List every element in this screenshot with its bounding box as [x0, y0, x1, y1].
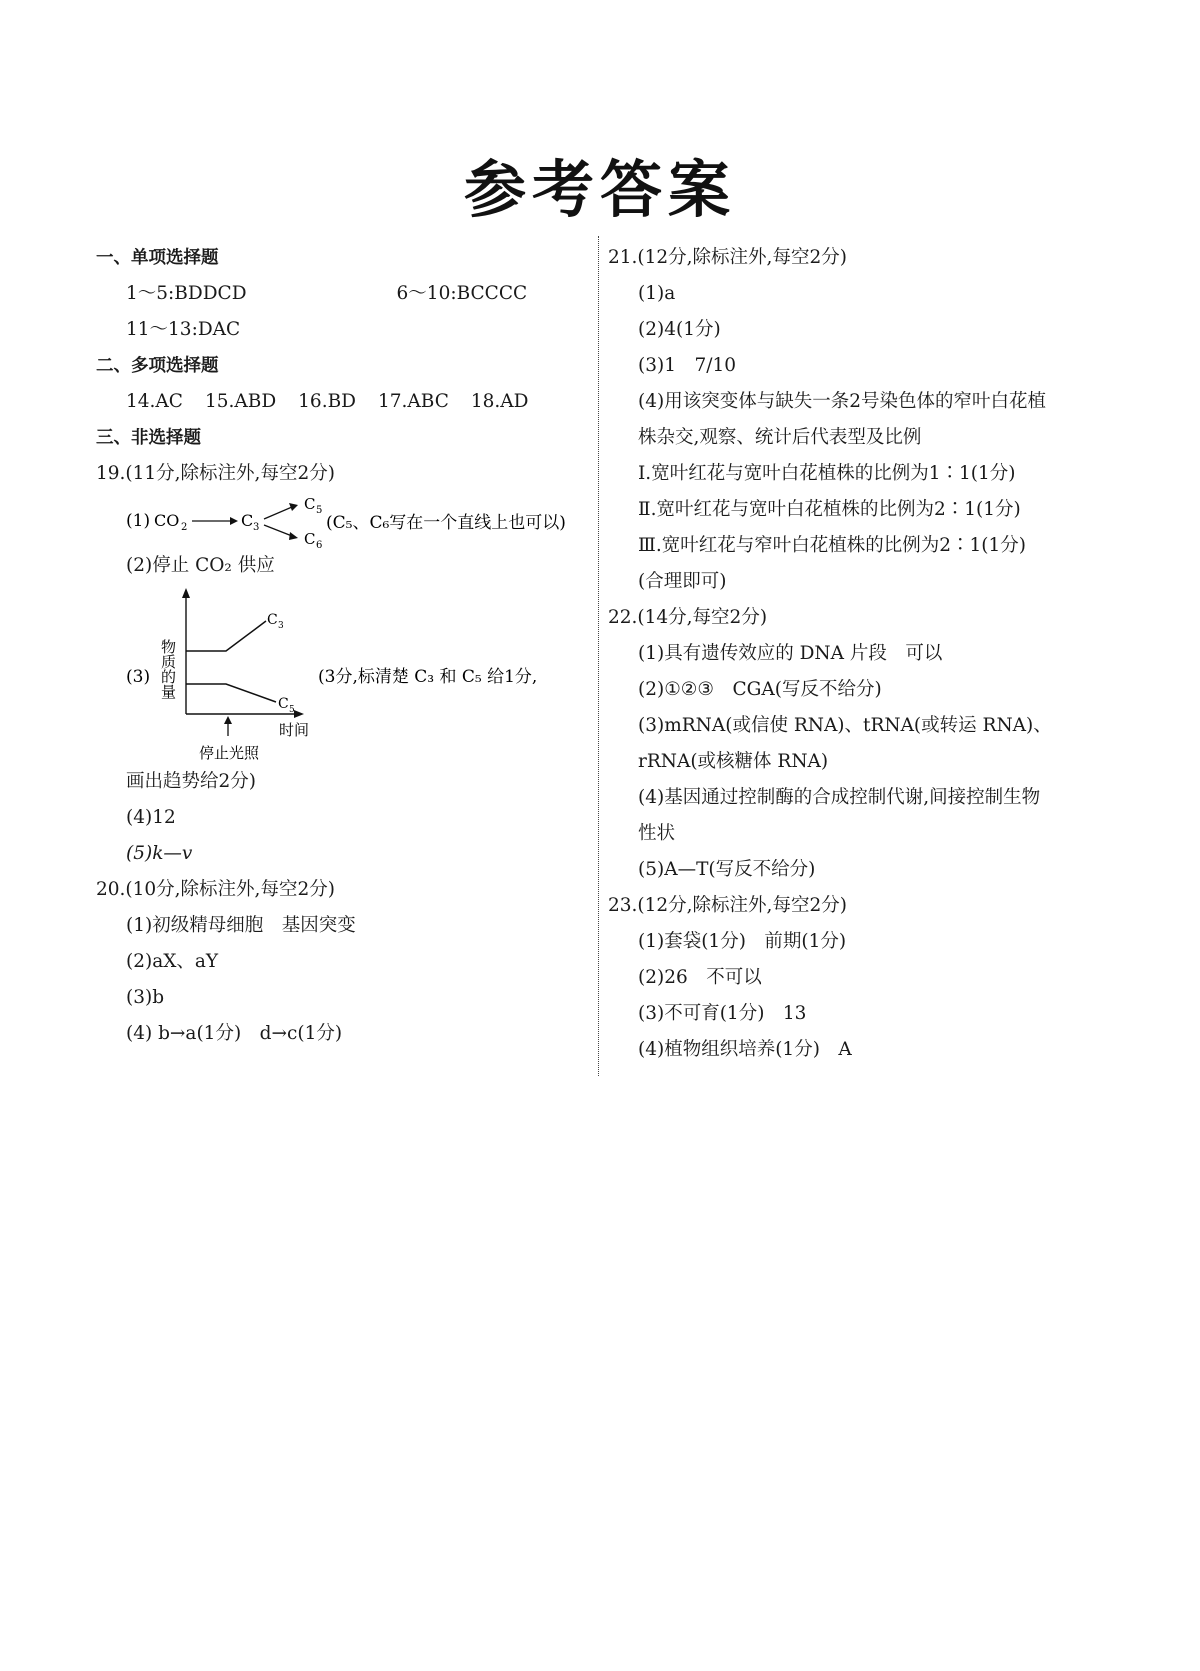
q22-part3-line1: (3)mRNA(或信使 RNA)、tRNA(或转运 RNA)、 [638, 715, 1052, 736]
q22-heading: 22.(14分,每空2分) [608, 607, 768, 628]
q23-part1: (1)套袋(1分) 前期(1分) [638, 931, 847, 952]
stop-light-label: 停止光照 [199, 744, 260, 762]
y-axis-label: 物质的量 [159, 639, 177, 699]
q19-part4: (4)12 [126, 807, 176, 828]
answer-14: 14.AC [126, 391, 183, 412]
q19-part2: (2)停止 CO₂ 供应 [126, 555, 275, 576]
q21-part4-line1: (4)用该突变体与缺失一条2号染色体的窄叶白花植 [638, 391, 1046, 412]
section-title-single-choice: 一、单项选择题 [96, 248, 219, 268]
q23-part3: (3)不可育(1分) 13 [638, 1003, 807, 1024]
q19-3-note-continued: 画出趋势给2分) [126, 771, 256, 792]
answer-18: 18.AD [470, 391, 529, 412]
q22-part5: (5)A—T(写反不给分) [638, 859, 816, 880]
c3-curve [186, 621, 266, 651]
section-title-multi-choice: 二、多项选择题 [96, 356, 219, 376]
svg-text:3: 3 [278, 621, 284, 631]
answer-15: 15.ABD [204, 391, 277, 412]
q21-reasonable-note: (合理即可) [638, 571, 727, 592]
c5-label: C [304, 495, 316, 513]
c6-label: C [304, 530, 316, 548]
right-column [608, 240, 1108, 1068]
q23-part2: (2)26 不可以 [638, 967, 762, 988]
svg-text:2: 2 [181, 522, 188, 533]
graph-c5-label: C [278, 696, 289, 712]
svg-text:3: 3 [253, 522, 260, 533]
q22-part1: (1)具有遗传效应的 DNA 片段 可以 [638, 643, 943, 664]
q20-part1: (1)初级精母细胞 基因突变 [126, 915, 356, 936]
q19-3-prefix: (3) [126, 667, 151, 687]
answer-line-1-10 [96, 276, 596, 312]
q19-1-prefix: (1) [126, 511, 151, 531]
q22-part4-line1: (4)基因通过控制酶的合成控制代谢,间接控制生物 [638, 787, 1041, 808]
q21-case-2: Ⅱ.宽叶红花与宽叶白花植株的比例为2∶1(1分) [638, 499, 1021, 520]
q22-part3-line2: rRNA(或核糖体 RNA) [638, 751, 829, 772]
q21-part1: (1)a [638, 283, 676, 304]
q19-1-note: (C₅、C₆写在一个直线上也可以) [326, 513, 566, 533]
q20-part4: (4) b→a(1分) d→c(1分) [126, 1023, 343, 1044]
co2-label: CO [154, 511, 180, 530]
page-title: 参考答案 [463, 153, 736, 226]
section-title-non-choice: 三、非选择题 [96, 428, 201, 448]
q22-part4-line2: 性状 [638, 823, 676, 844]
answer-line-14-18 [96, 384, 596, 420]
answer-17: 17.ABC [378, 391, 449, 412]
answer-11-13: 11～13:DAC [126, 319, 241, 340]
q19-part3 [96, 584, 596, 764]
q21-case-1: Ⅰ.宽叶红花与宽叶白花植株的比例为1∶1(1分) [638, 463, 1016, 484]
svg-text:5: 5 [289, 705, 295, 715]
q21-heading: 21.(12分,除标注外,每空2分) [608, 247, 847, 268]
q19-heading: 19.(11分,除标注外,每空2分) [96, 463, 335, 484]
q19-3-note: (3分,标清楚 C₃ 和 C₅ 给1分, [318, 667, 538, 687]
answer-6-10: 6～10:BCCCC [396, 283, 528, 304]
graph-c3-label: C [267, 612, 278, 628]
x-axis-label: 时间 [279, 721, 310, 739]
q20-part3: (3)b [126, 987, 165, 1008]
q21-part3: (3)1 7/10 [638, 355, 737, 376]
q20-part2: (2)aX、aY [126, 951, 219, 972]
q23-part4: (4)植物组织培养(1分) A [638, 1039, 852, 1060]
left-column [96, 240, 596, 1052]
substance-amount-graph [126, 584, 601, 764]
c5-curve [186, 684, 276, 702]
answer-16: 16.BD [298, 391, 357, 412]
c3-label: C [241, 511, 254, 530]
answer-1-5: 1～5:BDDCD [126, 283, 247, 304]
q22-part2: (2)①②③ CGA(写反不给分) [638, 679, 882, 700]
q19-part1 [96, 492, 596, 548]
q21-part2: (2)4(1分) [638, 319, 721, 340]
q23-heading: 23.(12分,除标注外,每空2分) [608, 895, 847, 916]
q21-case-3: Ⅲ.宽叶红花与窄叶白花植株的比例为2∶1(1分) [638, 535, 1026, 556]
q20-heading: 20.(10分,除标注外,每空2分) [96, 879, 335, 900]
q21-part4-line2: 株杂交,观察、统计后代表型及比例 [638, 427, 922, 448]
co2-c3-reaction-diagram [126, 492, 596, 548]
svg-text:6: 6 [316, 540, 323, 548]
svg-text:5: 5 [316, 505, 323, 516]
q19-part5: (5)k—v [126, 843, 193, 864]
